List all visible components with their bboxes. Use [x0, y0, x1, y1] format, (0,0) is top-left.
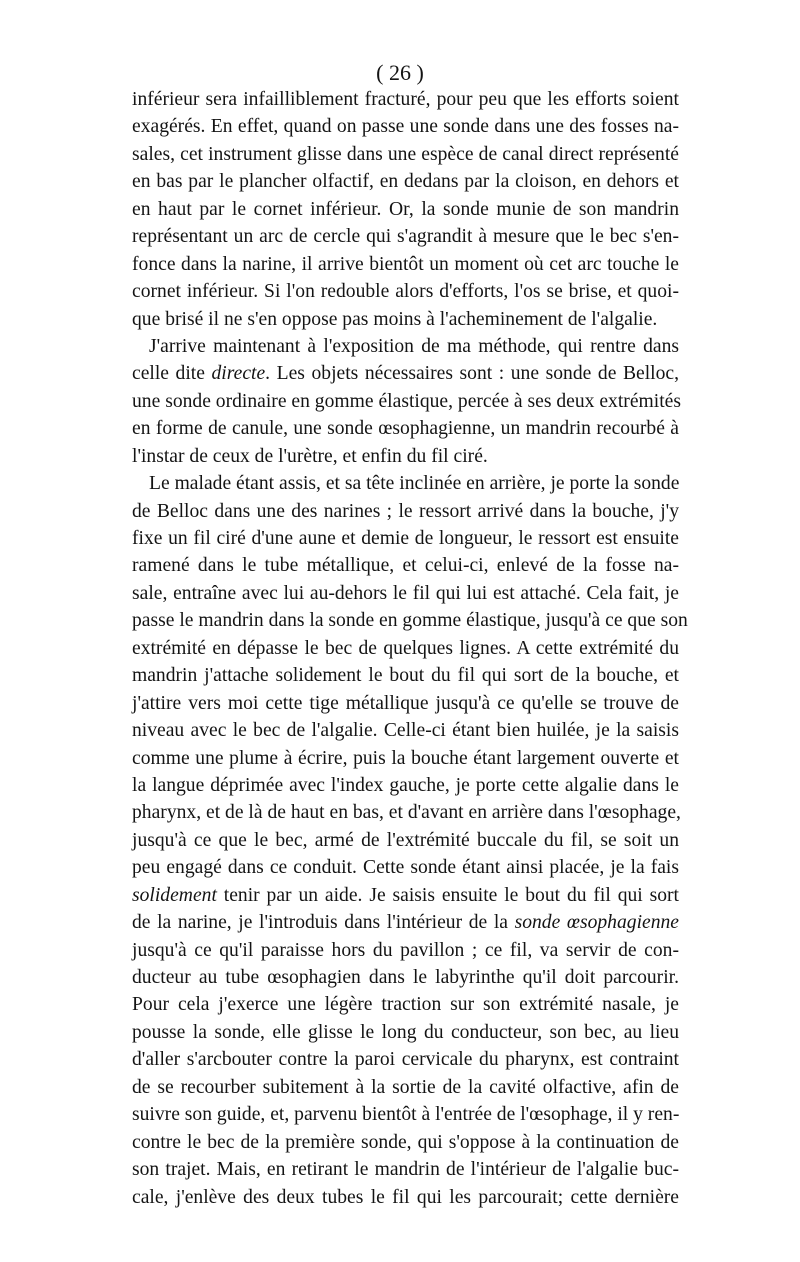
- text-line: celle dite directe. Les objets nécessaires sont : une sonde de Belloc,: [132, 363, 679, 385]
- text-line: Le malade étant assis, et sa tête inclinée en arrière, je porte la sonde: [149, 473, 680, 495]
- text-line: jusqu'à ce que le bec, armé de l'extrémité buccale du fil, se soit un: [132, 829, 679, 851]
- text-line: ducteur au tube œsophagien dans le labyrinthe qu'il doit parcourir.: [132, 967, 679, 988]
- text-line: pousse la sonde, elle glisse le long du conducteur, son bec, au lieu: [132, 1021, 679, 1043]
- italic-text: directe: [211, 363, 266, 385]
- text-line: en bas par le plancher olfactif, en dedans par la cloison, en dehors et: [132, 171, 679, 193]
- text-line: peu engagé dans ce conduit. Cette sonde étant ainsi placée, je la fais: [132, 857, 679, 879]
- text-line: ramené dans le tube métallique, et celui-ci, enlevé de la fosse na-: [132, 555, 679, 577]
- text-line: pharynx, et de là de haut en bas, et d'avant en arrière dans l'œsophage,: [132, 802, 681, 824]
- italic-text: solidement: [132, 884, 217, 906]
- text-line: J'arrive maintenant à l'exposition de ma méthode, qui rentre dans: [149, 335, 679, 357]
- text-line: en forme de canule, une sonde œsophagienne, un mandrin recourbé à: [132, 418, 679, 440]
- text-line: de la narine, je l'introduis dans l'intérieur de la sonde œsophagienne: [132, 912, 679, 934]
- text-line: cale, j'enlève des deux tubes le fil qui les parcourait; cette dernière: [132, 1186, 679, 1208]
- text-line: une sonde ordinaire en gomme élastique, percée à ses deux extrémités: [132, 390, 681, 412]
- text-line: l'instar de ceux de l'urètre, et enfin du fil ciré.: [132, 445, 488, 467]
- text-line: de se recourber subitement à la sortie de la cavité olfactive, afin de: [132, 1076, 679, 1098]
- text-line: contre le bec de la première sonde, qui s'oppose à la continuation de: [132, 1131, 679, 1153]
- text-line: fonce dans la narine, il arrive bientôt un moment où cet arc touche le: [132, 253, 679, 275]
- text-line: Pour cela j'exerce une légère traction sur son extrémité nasale, je: [132, 994, 679, 1016]
- text-line: que brisé il ne s'en oppose pas moins à l'acheminement de l'algalie.: [132, 308, 658, 330]
- text-line: comme une plume à écrire, puis la bouche étant largement ouverte et: [132, 747, 679, 769]
- text-line: jusqu'à ce qu'il paraisse hors du pavillon ; ce fil, va servir de con-: [132, 939, 679, 961]
- text-line: d'aller s'arcbouter contre la paroi cervicale du pharynx, est contraint: [132, 1049, 679, 1071]
- text-line: passe le mandrin dans la sonde en gomme élastique, jusqu'à ce que son: [132, 610, 688, 632]
- page-number: ( 26 ): [376, 60, 424, 85]
- text-line: extrémité en dépasse le bec de quelques lignes. A cette extrémité du: [132, 637, 679, 659]
- text-line: fixe un fil ciré d'une aune et demie de longueur, le ressort est ensuite: [132, 528, 679, 549]
- text-line: la langue déprimée avec l'index gauche, je porte cette algalie dans le: [132, 774, 679, 796]
- italic-text: sonde œsophagienne: [514, 912, 679, 934]
- text-line: solidement tenir par un aide. Je saisis ensuite le bout du fil qui sort: [132, 884, 679, 906]
- text-line: en haut par le cornet inférieur. Or, la sonde munie de son mandrin: [132, 198, 679, 220]
- text-line: suivre son guide, et, parvenu bientôt à l'entrée de l'œsophage, il y ren-: [132, 1104, 680, 1126]
- text-line: cornet inférieur. Si l'on redouble alors d'efforts, l'os se brise, et quoi-: [132, 281, 679, 303]
- text-line: mandrin j'attache solidement le bout du fil qui sort de la bouche, et: [132, 665, 679, 687]
- text-line: sale, entraîne avec lui au-dehors le fil qui lui est attaché. Cela fait, je: [132, 582, 679, 604]
- text-line: niveau avec le bec de l'algalie. Celle-ci étant bien huilée, je la saisis: [132, 720, 679, 742]
- text-line: sales, cet instrument glisse dans une espèce de canal direct représenté: [132, 143, 679, 165]
- text-line: son trajet. Mais, en retirant le mandrin de l'intérieur de l'algalie buc-: [132, 1159, 679, 1181]
- text-line: j'attire vers moi cette tige métallique jusqu'à ce qu'elle se trouve de: [132, 692, 679, 714]
- text-line: représentant un arc de cercle qui s'agrandit à mesure que le bec s'en-: [132, 226, 679, 248]
- text-line: exagérés. En effet, quand on passe une sonde dans une des fosses na-: [132, 116, 679, 138]
- text-line: de Belloc dans une des narines ; le ressort arrivé dans la bouche, j'y: [132, 500, 679, 522]
- text-line: inférieur sera infailliblement fracturé, pour peu que les efforts soient: [132, 89, 679, 110]
- body-text: [132, 86, 688, 1211]
